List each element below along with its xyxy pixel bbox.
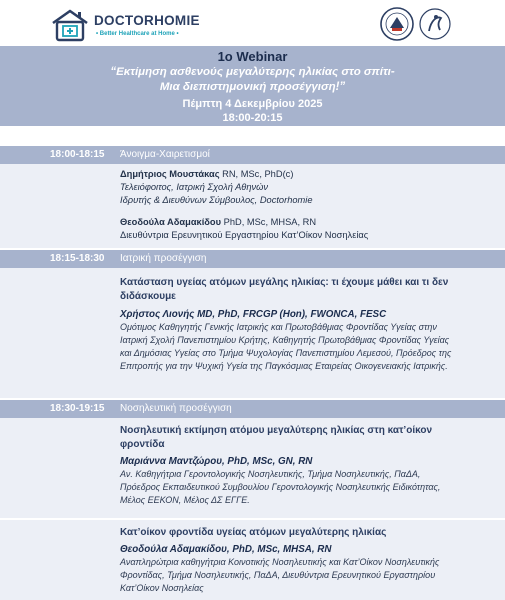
session-time: 18:30-19:15 [50, 403, 105, 414]
speaker-name: Χρήστος Λιονής MD, PhD, FRCGP (Hon), FWONCA, FESC [120, 309, 387, 320]
session-label: Νοσηλευτική προσέγγιση [120, 403, 232, 414]
session-body-opening [0, 164, 505, 248]
brand-name: DOCTORHOMIE [94, 13, 200, 28]
speaker-bio: Μέλος ΕΕΚΟΝ, Μέλος ΔΣ ΕΓΓΕ. [120, 495, 250, 505]
session-header-nursing [0, 400, 505, 418]
talk-block-home-care [0, 520, 505, 600]
talk-title: φροντίδα [120, 439, 165, 450]
webinar-header [0, 46, 505, 126]
talk-title: Κατ’οίκον φροντίδα υγείας ατόμων μεγαλύτερης ηλικίας [120, 527, 387, 538]
session-label: Άνοιγμα-Χαιρετισμοί [120, 149, 210, 160]
speaker-bio: Ιατρική Σχολή Πανεπιστημίου Κρήτης, Καθηγητής Πρωτοβάθμιας Φροντίδας Υγείας [120, 335, 450, 345]
speaker-bio: Φροντίδας, Τμήμα Νοσηλευτικής, ΠαΔΑ, Διευθύντρια Ερευνητικού Εργαστηρίου [120, 570, 436, 580]
session-time: 18:15-18:30 [50, 253, 105, 264]
talk-title: διδάσκουμε [120, 291, 176, 302]
speaker-bio: Αναπληρώτρια καθηγήτρια Κοινοτικής Νοσηλευτικής και Κατ’Οίκον Νοσηλευτικής [120, 557, 440, 567]
speaker-bio: και Δημόσιας Υγείας στο Τμήμα Ψυχολογίας Πανεπιστημίου Λεμεσού, Πρόεδρος της [120, 348, 452, 358]
session-time: 18:00-18:15 [50, 149, 105, 160]
speaker-role: Τελειόφοιτος, Ιατρική Σχολή Αθηνών [120, 182, 269, 192]
uniwa-seal-icon [381, 8, 413, 40]
session-header-medical [0, 250, 505, 268]
top-bar [0, 0, 505, 46]
speaker-bio: Ομότιμος Καθηγητής Γενικής Ιατρικής και Πρωτοβάθμιας Φροντίδας Υγείας στην [120, 322, 437, 332]
speaker-bio: Επιτροπής για την Ψυχική Υγεία της Παγκόσμιας Εταιρείας Οικογενειακής Ιατρικής. [120, 361, 448, 371]
speaker-line: Θεοδούλα Αδαμακίδου PhD, MSc, MHSA, RN [120, 217, 317, 227]
speaker-role: Διευθύντρια Ερευνητικού Εργαστηρίου Κατ’Οίκον Νοσηλείας [120, 230, 369, 240]
webinar-subtitle-line2: Μια διεπιστημονική προσέγγιση!” [159, 81, 346, 93]
speaker-bio: Κατ’Οίκον Νοσηλείας [120, 583, 204, 593]
talk-title: Κατάσταση υγείας ατόμων μεγάλης ηλικίας: τι έχουμε μάθει και τι δεν [120, 277, 449, 288]
talk-title: Νοσηλευτική εκτίμηση ατόμου μεγαλύτερης ηλικίας στη κατ’οίκον [120, 425, 433, 436]
session-body-medical [0, 268, 505, 398]
speaker-bio: Αν. Καθηγήτρια Γεροντολογικής Νοσηλευτικής, Τμήμα Νοσηλευτικής, ΠαΔΑ, [120, 469, 421, 479]
speaker-bio: Πρόεδρος Εκπαιδευτικού Συμβουλίου Γεροντολογικής Νοσηλευτικής Ειδικότητας, [120, 482, 441, 492]
speaker-name: Θεοδούλα Αδαμακίδου, PhD, MSc, MHSA, RN [120, 544, 332, 555]
speaker-role: Ιδρυτής & Διευθύνων Σύμβουλος, Doctorhomie [120, 195, 313, 205]
webinar-time: 18:00-20:15 [222, 112, 283, 124]
talk-block-nursing-assessment [0, 418, 505, 518]
brand-tagline: • Better Healthcare at Home • [96, 31, 179, 37]
nursing-seal-icon [420, 9, 450, 39]
university-seals [379, 6, 459, 42]
webinar-date: Πέμπτη 4 Δεκεμβρίου 2025 [182, 98, 323, 110]
spacer [0, 126, 505, 146]
session-label: Ιατρική προσέγγιση [120, 253, 207, 264]
speaker-name: Μαριάννα Μαντζώρου, PhD, MSc, GN, RN [120, 456, 313, 467]
speaker-line: Δημήτριος Μουστάκας RN, MSc, PhD(c) [120, 169, 294, 179]
house-icon [50, 8, 90, 42]
webinar-title: 1ο Webinar [217, 49, 288, 64]
webinar-subtitle-line1: “Εκτίμηση ασθενούς μεγαλύτερης ηλικίας στο σπίτι- [110, 66, 395, 78]
doctorhomie-logo [50, 8, 200, 42]
session-header-opening [0, 146, 505, 164]
